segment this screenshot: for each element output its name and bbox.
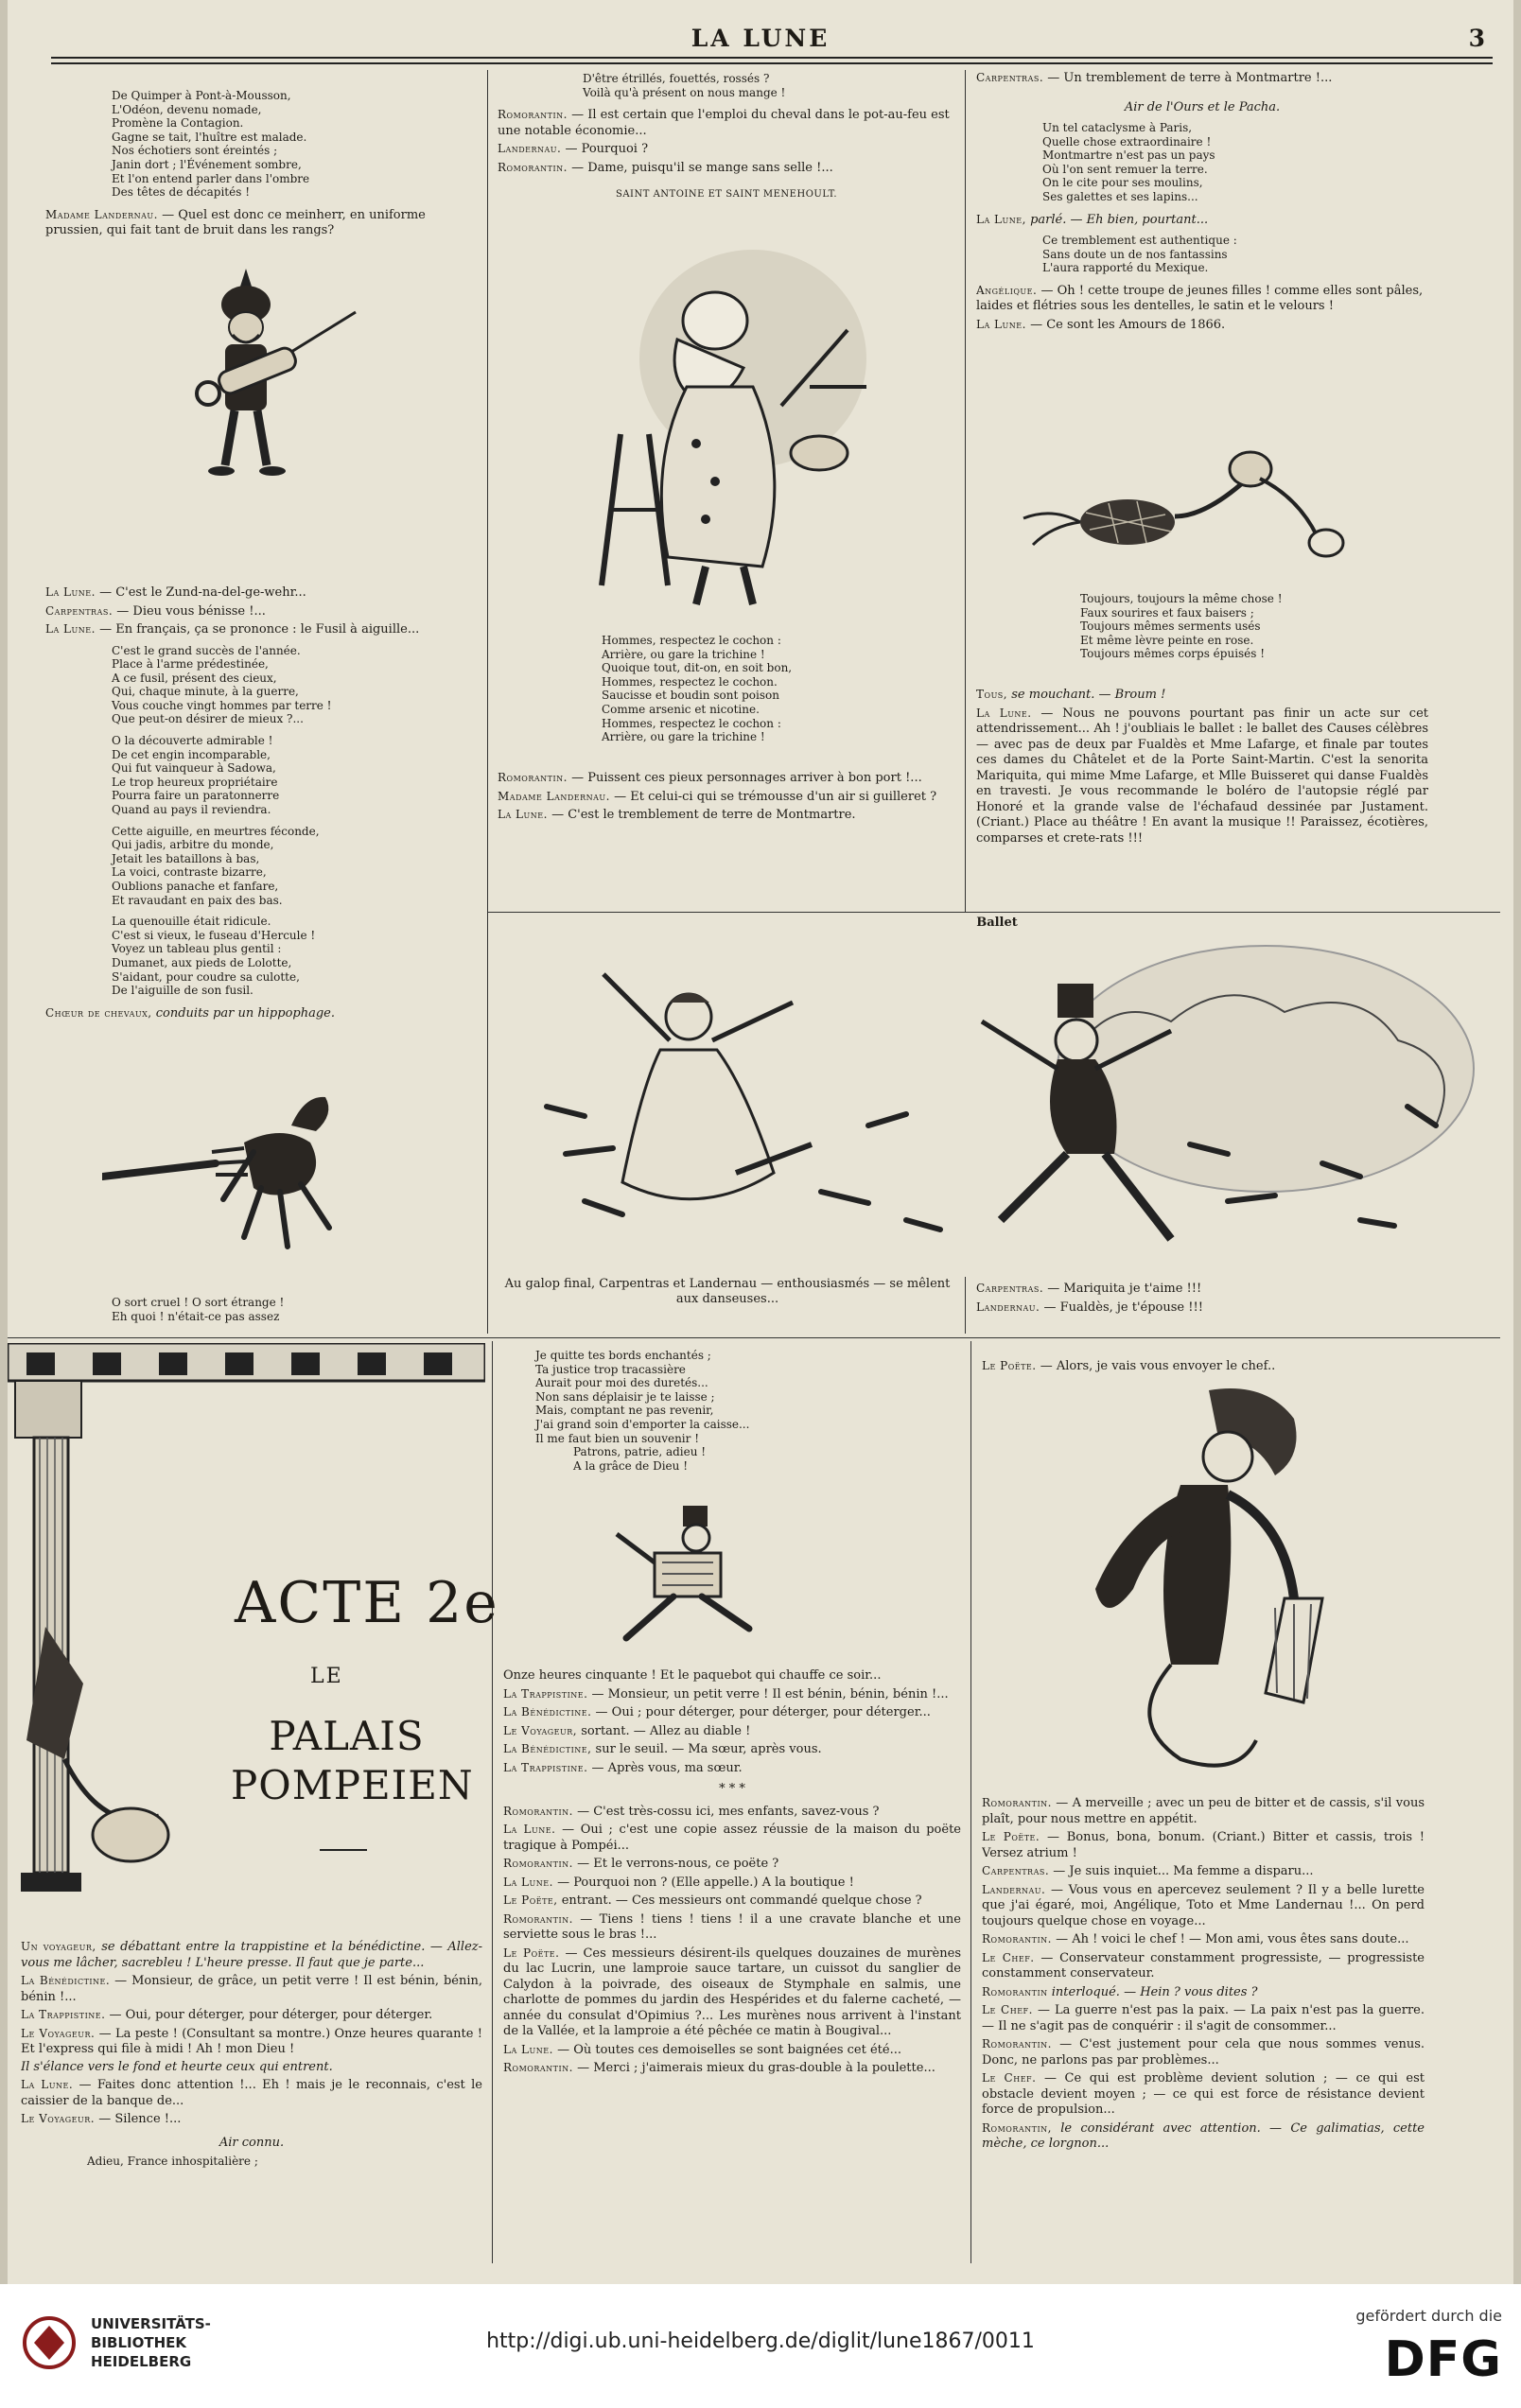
horse-on-fork-illustration: [102, 1086, 367, 1256]
saint-antoine-pig-illustration: [564, 245, 876, 623]
column-4: [21, 1939, 482, 2265]
dialogue-line: Romorantin. — Tiens ! tiens ! tiens ! il a une cravate blanche et une serviette sous le bras !...: [503, 1911, 961, 1942]
source-url-link[interactable]: http://digi.ub.uni-heidelberg.de/diglit/lune1867/0011: [486, 2329, 1035, 2353]
dialogue-line: La Lune, parlé. — Eh bien, pourtant...: [976, 212, 1209, 227]
dfg-logo[interactable]: DFG: [1384, 2331, 1502, 2388]
page-header: [8, 25, 1513, 66]
verse-cataclysme: Un tel cataclysme à Paris, Quelle chose extraordinaire ! Montmartre n'est pas un pays Où l'on sent remuer la terre. On le cite pour ses moulins, Ses galettes et ses lapins...: [1042, 121, 1215, 203]
dialogue-line: Romorantin. — A merveille ; avec un peu de bitter et de cassis, s'il vous plaît, pour nous mettre en appétit.: [982, 1796, 1425, 1826]
verse-quitte: Je quitte tes bords enchantés ; Ta justice trop tracassière Aurait pour moi des duretés... Non sans déplaisir je te laisse ; Mais, comptant ne pas revenir, J'ai grand soin d'emporter la caisse... Il me faut bien un souvenir ! Patrons, patrie, adieu ! A la grâce de Dieu !: [535, 1349, 750, 1473]
dialogue-line: La Trappistine. — Après vous, ma sœur.: [503, 1760, 743, 1775]
verse-adieu: Adieu, France inhospitalière ;: [87, 2155, 258, 2168]
dialogue-line: La Trappistine. — Monsieur, un petit verre ! Il est bénin, bénin, bénin !...: [503, 1686, 949, 1701]
dialogue-line: La Lune. — En français, ça se prononce : le Fusil à aiguille...: [45, 622, 420, 637]
fleeing-voyager-illustration: [588, 1496, 778, 1657]
dialogue-line: La Lune. — Où toutes ces demoiselles se sont baignées cet été...: [503, 2042, 901, 2057]
dialogue-line: Landernau. — Vous vous en apercevez seulement ? Il y a belle lurette que j'ai égaré, moi, Angélique, Toto et Mme Landernau !... On perd toujours quelque chose en voyage...: [982, 1882, 1425, 1928]
header-rule-bottom: [51, 62, 1493, 64]
verse-etrilles: D'être étrillés, fouettés, rossés ? Voilà qu'à présent on nous mange !: [583, 72, 786, 99]
column-5: [503, 1347, 961, 2264]
dialogue-line: La Lune. — C'est le tremblement de terre de Montmartre.: [498, 808, 856, 822]
dialogue-line: Romorantin interloqué. — Hein ? vous dites ?: [982, 1984, 1258, 1999]
dialogue-line: La Lune. — Nous ne pouvons pourtant pas finir un acte sur cet attendrissement... Ah ! j'oubliais le ballet : le ballet des Causes célèbres — avec pas de deux par Fualdès et Mme Lafarge, et finale par toutes ces dames du Châtelet et de la Porte Saint-Martin. C'est la senorita Mariquita, qui mime Mme Lafarge, et Mlle Buisseret qui danse Fualdès en travesti. Je vous recommande le boléro de l'autopsie réglé par Honoré et la grande valse de l'échafaud dessinée par Justament. (Criant.) Place au théâtre ! En avant la musique !! Paraissez, écotières, comparses et crete-rats !!!: [976, 706, 1428, 846]
dialogue-line: Le Chef. — Ce qui est problème devient solution ; — ce qui est obstacle devient moyen ; — ce qui est force de résistance devient force de propulsion...: [982, 2071, 1425, 2117]
column-rule-2: [965, 70, 966, 912]
column-6: [982, 1358, 1425, 2266]
verse-sort-cruel: O sort cruel ! O sort étrange ! Eh quoi ! n'était-ce pas assez: [112, 1296, 285, 1323]
column-rule-3: [965, 1277, 966, 1334]
dialogue-line: La Lune. — Ce sont les Amours de 1866.: [976, 317, 1226, 332]
funding-label: gefördert durch die: [1355, 2307, 1502, 2325]
dialogue-line: Madame Landernau. — Quel est donc ce meinherr, en uniforme prussien, qui fait tant de bruit dans les rangs?: [45, 207, 426, 238]
dialogue-line: Romorantin. — Il est certain que l'emploi du cheval dans le pot-au-feu est une notable économie...: [498, 108, 950, 138]
section-rule: [8, 1337, 1500, 1338]
verse-cochon: Hommes, respectez le cochon : Arrière, ou gare la trichine ! Quoique tout, dit-on, en soit bon, Hommes, respectez le cochon. Saucisse et boudin sont poison Comme arsenic et nicotine. Hommes, respectez le cochon : Arrière, ou gare la trichine !: [602, 634, 793, 744]
dialogue-line: Landernau. — Pourquoi ?: [498, 142, 649, 157]
dialogue-line: Landernau. — Fualdès, je t'épouse !!!: [976, 1300, 1203, 1315]
acte-2-subtitle: PALAIS POMPEIEN: [231, 1713, 474, 1808]
verse-succes: C'est le grand succès de l'année. Place à l'arme prédestinée, A ce fusil, présent des cieux, Qui, chaque minute, à la guerre, Vous couche vingt hommes par terre ! Que peut-on désirer de mieux ?...: [112, 643, 332, 726]
prussian-soldier-illustration: [187, 269, 386, 486]
dialogue-line: Le Poëte. — Bonus, bona, bonum. (Criant.) Bitter et cassis, trois ! Versez atrium !: [982, 1830, 1425, 1860]
dialogue-line: Romorantin. — Merci ; j'aimerais mieux du gras-double à la poulette...: [503, 2061, 935, 2075]
ballet-caption: Au galop final, Carpentras et Landernau — enthousiasmés — se mêlent aux danseuses...: [504, 1277, 951, 1306]
ballet-top-rule: [488, 912, 1500, 913]
dialogue-line: Carpentras. — Je suis inquiet... Ma femme a disparu...: [982, 1864, 1314, 1878]
ballet-illustration: [509, 936, 1493, 1260]
dialogue-line: Le Chef. — La guerre n'est pas la paix. — La paix n'est pas la guerre. — Il ne s'agit pas de conquérir : il s'agit de consommer...: [982, 2003, 1425, 2033]
acte-2-illustration: [8, 1343, 485, 1929]
ballet-replies: [976, 1281, 1421, 1328]
column-rule-1: [487, 70, 488, 1334]
verse-quenouille: La quenouille était ridicule. C'est si vieux, le fuseau d'Hercule ! Voyez un tableau plus gentil : Dumanet, aux pieds de Lolotte, S'aidant, pour coudre sa culotte, De l'aiguille de son fusil.: [112, 915, 316, 998]
dialogue-line: Carpentras. — Un tremblement de terre à Montmartre !...: [976, 71, 1333, 85]
dialogue-line: Un voyageur, se débattant entre la trappistine et la bénédictine. — Allez-vous me lâcher, sacrebleu ! L'heure presse. Il faut que je parte...: [21, 1940, 482, 1970]
dialogue-line: Carpentras. — Dieu vous bénisse !...: [45, 603, 266, 619]
dialogue-line: Romorantin. — C'est très-cossu ici, mes enfants, savez-vous ?: [503, 1804, 880, 1819]
dialogue-line: La Bénédictine. — Oui ; pour déterger, pour déterger, pour déterger...: [503, 1705, 931, 1719]
page-number: 3: [1468, 25, 1485, 52]
header-rule-top: [51, 57, 1493, 59]
dialogue-line: Le Poëte. — Alors, je vais vous envoyer le chef..: [982, 1359, 1276, 1373]
acte-2-le: LE: [310, 1665, 343, 1688]
illustration-heading: SAINT ANTOINE ET SAINT MENEHOULT.: [615, 189, 838, 201]
verse-toujours: Toujours, toujours la même chose ! Faux sourires et faux baisers ; Toujours mêmes serments usés Et même lèvre peinte en rose. Toujours mêmes corps épuisés !: [1080, 592, 1283, 661]
dialogue-line: Romorantin. — Dame, puisqu'il se mange sans selle !...: [498, 160, 833, 175]
dialogue-line: La Bénédictine, sur le seuil. — Ma sœur, après vous.: [503, 1742, 822, 1756]
newspaper-title: LA LUNE: [691, 25, 830, 52]
amours-dragging-net-illustration: [1014, 431, 1392, 564]
air-line: Air connu.: [219, 2135, 285, 2150]
dialogue-line: Le Poëte. — Ces messieurs désirent-ils quelques douzaines de murènes du lac Lucrin, une lamproie sauce tartare, un cuissot du sanglier de Calydon à la poivrade, des oiseaux de Stymphale en salmis, une charlotte de pommes du jardin des Hespérides et du falerne cacheté, — année du consulat d'Opimius ?... Les murènes nous arrivent à l'instant de la Vallée, et la lamproie a été pêchée ce matin à Bougival...: [503, 1946, 961, 2038]
dialogue-line: La Lune. — C'est le Zund-na-del-ge-wehr...: [45, 585, 306, 600]
dialogue-line: Romorantin. — Ah ! voici le chef ! — Mon ami, vous êtes sans doute...: [982, 1932, 1409, 1946]
ballet-label: Ballet: [976, 916, 1018, 930]
dialogue-line: Le Chef. — Conservateur constamment progressiste, — progressiste constamment conservateur.: [982, 1950, 1425, 1980]
column-rule-5: [970, 1341, 971, 2263]
dialogue-line: Madame Landernau. — Et celui-ci qui se trémousse d'un air si guilleret ?: [498, 789, 937, 804]
dialogue-line: Romorantin. — Et le verrons-nous, ce poëte ?: [503, 1857, 779, 1871]
dialogue-line: Le Voyageur. — La peste ! (Consultant sa montre.) Onze heures quarante ! Et l'express qui file à midi ! Ah ! mon Dieu !: [21, 2026, 482, 2056]
dialogue-line: Onze heures cinquante ! Et le paquebot qui chauffe ce soir...: [503, 1668, 882, 1683]
column-rule-4: [492, 1341, 493, 2263]
choeur-line: Chœur de chevaux, conduits par un hippophage.: [45, 1005, 335, 1021]
dialogue-line: Carpentras. — Mariquita je t'aime !!!: [976, 1282, 1202, 1296]
stage-direction: Il s'élance vers le fond et heurte ceux qui entrent.: [21, 2059, 333, 2074]
acte-2-title: ACTE 2e: [235, 1570, 499, 1636]
section-stars: * * *: [719, 1782, 745, 1796]
dialogue-line: La Bénédictine. — Monsieur, de grâce, un petit verre ! Il est bénin, bénin, bénin !...: [21, 1974, 482, 2004]
dialogue-line: La Trappistine. — Oui, pour déterger, pour déterger, pour déterger.: [21, 2008, 433, 2022]
column-1: [45, 83, 479, 1332]
column-2: [498, 70, 955, 912]
verse-aiguille: Cette aiguille, en meurtres féconde, Qui jadis, arbitre du monde, Jetait les bataillons à bas, La voici, contraste bizarre, Oublions panache et fanfare, Et ravaudant en paix des bas.: [112, 824, 320, 907]
newspaper-page: [8, 0, 1513, 2284]
verse-decouverte: O la découverte admirable ! De cet engin incomparable, Qui fut vainqueur à Sadowa, Le trop heureux propriétaire Pourra faire un paratonnerre Quand au pays il reviendra.: [112, 734, 280, 817]
dialogue-line: Romorantin, le considérant avec attention. — Ce galimatias, cette mèche, ce lorgnon...: [982, 2120, 1425, 2151]
verse-quimper: De Quimper à Pont-à-Mousson, L'Odéon, devenu nomade, Promène la Contagion. Gagne se tait, l'huître est malade. Nos échotiers sont éreintés ; Janin dort ; l'Événement sombre, Et l'on entend parler dans l'ombre Des têtes de décapités !: [112, 89, 310, 200]
university-name: UNIVERSITÄTS- BIBLIOTHEK HEIDELBERG: [91, 2315, 211, 2370]
digitization-footer: [0, 2284, 1521, 2408]
dialogue-line: Tous, se mouchant. — Broum !: [976, 688, 1166, 702]
air-line: Air de l'Ours et le Pacha.: [1124, 99, 1281, 114]
dialogue-line: Le Voyageur. — Silence !...: [21, 2112, 182, 2126]
chef-illustration: [1067, 1381, 1351, 1778]
dialogue-line: Angélique. — Oh ! cette troupe de jeunes filles ! comme elles sont pâles, laides et flétries sous les dentelles, le satin et le velours !: [976, 283, 1424, 314]
dialogue-line: La Lune. — Faites donc attention !... Eh ! mais je le reconnais, c'est le caissier de la banque de...: [21, 2078, 482, 2108]
dialogue-line: Le Voyageur, sortant. — Allez au diable !: [503, 1723, 751, 1738]
dialogue-line: La Lune. — Pourquoi non ? (Elle appelle.) A la boutique !: [503, 1875, 854, 1890]
verse-tremblement: Ce tremblement est authentique : Sans doute un de nos fantassins L'aura rapporté du Mexique.: [1042, 234, 1237, 275]
dialogue-line: Romorantin. — Puissent ces pieux personnages arriver à bon port !...: [498, 771, 922, 785]
column-3: [976, 70, 1428, 912]
dialogue-line: La Lune. — Oui ; c'est une copie assez réussie de la maison du poëte tragique à Pompéi...: [503, 1823, 961, 1853]
dialogue-line: Romorantin. — C'est justement pour cela que nous sommes venus. Donc, ne parlons pas par problèmes...: [982, 2037, 1425, 2068]
dialogue-line: Le Poëte, entrant. — Ces messieurs ont commandé quelque chose ?: [503, 1893, 922, 1908]
